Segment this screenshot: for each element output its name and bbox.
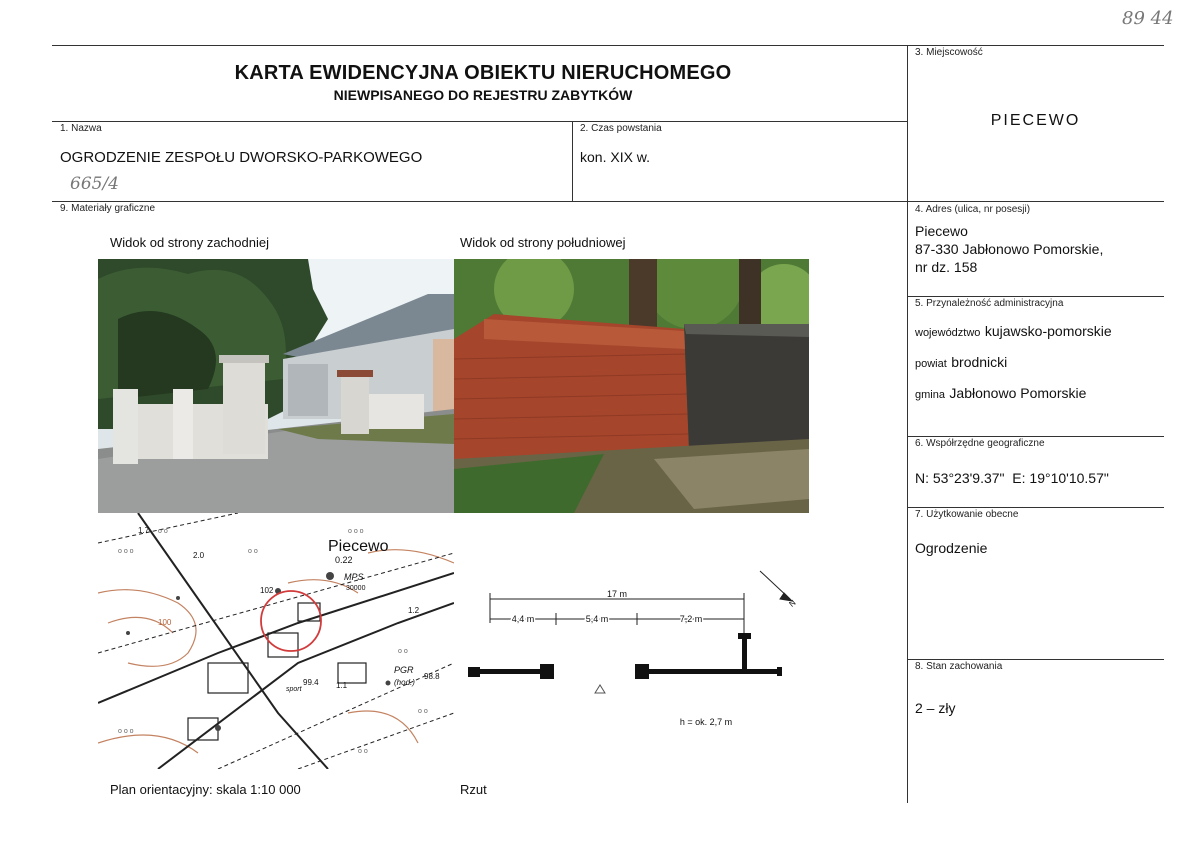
- powiat-value: brodnicki: [951, 354, 1008, 370]
- czas-label: 2. Czas powstania: [580, 123, 662, 134]
- svg-text:o o: o o: [358, 748, 368, 755]
- header-bottom-line: [52, 121, 907, 122]
- map-caption: Plan orientacyjny: skala 1:10 000: [110, 782, 301, 797]
- orientation-map: [98, 513, 454, 769]
- nazwa-handwritten: 665/4: [70, 174, 119, 194]
- svg-text:o o: o o: [398, 648, 408, 655]
- powiat-row: [915, 354, 1007, 372]
- nazwa-value: OGRODZENIE ZESPOŁU DWORSKO-PARKOWEGO: [60, 149, 423, 166]
- page-title: KARTA EWIDENCYJNA OBIEKTU NIERUCHOMEGO: [234, 62, 732, 84]
- right-line-6: [907, 436, 1164, 437]
- svg-text:o o: o o: [158, 528, 168, 535]
- svg-text:o o o: o o o: [118, 728, 134, 735]
- fields-bottom-line: [52, 201, 1164, 202]
- uzytkowanie-value: Ogrodzenie: [915, 540, 988, 556]
- map-elev2: 99.4: [303, 678, 319, 687]
- adres-line2: 87-330 Jabłonowo Pomorskie,: [915, 241, 1104, 257]
- map-elev8: 1.1: [336, 681, 348, 690]
- map-mps-num: 30000: [346, 585, 366, 592]
- right-line-7: [907, 507, 1164, 508]
- uzytkowanie-label: 7. Użytkowanie obecne: [915, 509, 1019, 520]
- svg-text:o o: o o: [418, 708, 428, 715]
- miejscowosc-value: PIECEWO: [990, 112, 1081, 129]
- top-border: [52, 45, 1164, 46]
- name-date-divider: [572, 121, 573, 201]
- photo-south-caption: Widok od strony południowej: [460, 235, 626, 250]
- plan-total: 17 m: [606, 589, 628, 599]
- map-mps: MPS: [344, 572, 364, 582]
- photo-south: [454, 259, 809, 513]
- wspolrzedne-value: N: 53°23'9.37" E: 19°10'10.57": [915, 470, 1109, 486]
- adres-label: 4. Adres (ulica, nr posesji): [915, 204, 1031, 215]
- plan-seg2: 5,4 m: [585, 614, 609, 624]
- map-elev7: 1.7: [138, 526, 150, 535]
- plan-caption: Rzut: [460, 782, 487, 797]
- plan-seg3: 7,2 m: [679, 614, 703, 624]
- gmina-label: gmina: [915, 389, 945, 401]
- map-elev1: 0.22: [335, 555, 353, 565]
- plan-seg1: 4,4 m: [511, 614, 535, 624]
- photo-west-caption: Widok od strony zachodniej: [110, 235, 269, 250]
- nazwa-label: 1. Nazwa: [60, 123, 102, 134]
- svg-text:o o o: o o o: [118, 548, 134, 555]
- svg-text:o o: o o: [248, 548, 258, 555]
- map-pgr: PGR: [394, 665, 414, 675]
- wspolrzedne-label: 6. Współrzędne geograficzne: [915, 438, 1045, 449]
- przynaleznosc-label: 5. Przynależność administracyjna: [915, 298, 1064, 309]
- map-elev6: 2.0: [193, 551, 205, 560]
- wojewodztwo-value: kujawsko-pomorskie: [984, 323, 1112, 339]
- plan-height: h = ok. 2,7 m: [679, 717, 733, 727]
- map-elev4: 102: [260, 586, 274, 595]
- corner-note: 89 44: [1122, 8, 1174, 29]
- powiat-label: powiat: [915, 358, 947, 370]
- wojewodztwo-row: [915, 323, 1112, 341]
- adres-line3: nr dz. 158: [915, 259, 978, 275]
- photo-west: [98, 259, 454, 513]
- adres-line1: Piecewo: [915, 223, 968, 239]
- right-column-divider: [907, 45, 908, 803]
- map-elev3: 98.8: [424, 672, 440, 681]
- map-elev5: 100: [158, 618, 172, 627]
- map-elev9: 1.2: [408, 606, 420, 615]
- miejscowosc-label: 3. Miejscowość: [915, 47, 983, 58]
- gmina-value: Jabłonowo Pomorskie: [949, 385, 1087, 401]
- plan-north: N: [787, 598, 798, 609]
- page-subtitle: NIEWPISANEGO DO REJESTRU ZABYTKÓW: [333, 87, 633, 103]
- stan-label: 8. Stan zachowania: [915, 661, 1003, 672]
- site-plan: [454, 513, 809, 769]
- materialy-label: 9. Materiały graficzne: [60, 203, 156, 214]
- gmina-row: [915, 385, 1086, 403]
- right-line-8: [907, 659, 1164, 660]
- stan-value: 2 – zły: [915, 700, 956, 716]
- right-line-5: [907, 296, 1164, 297]
- map-sport: sport: [286, 686, 302, 693]
- svg-text:o o o: o o o: [348, 528, 364, 535]
- czas-value: kon. XIX w.: [580, 149, 651, 165]
- map-hod: (hod.): [394, 678, 415, 687]
- wojewodztwo-label: województwo: [915, 327, 981, 339]
- map-place: Piecewo: [328, 538, 389, 555]
